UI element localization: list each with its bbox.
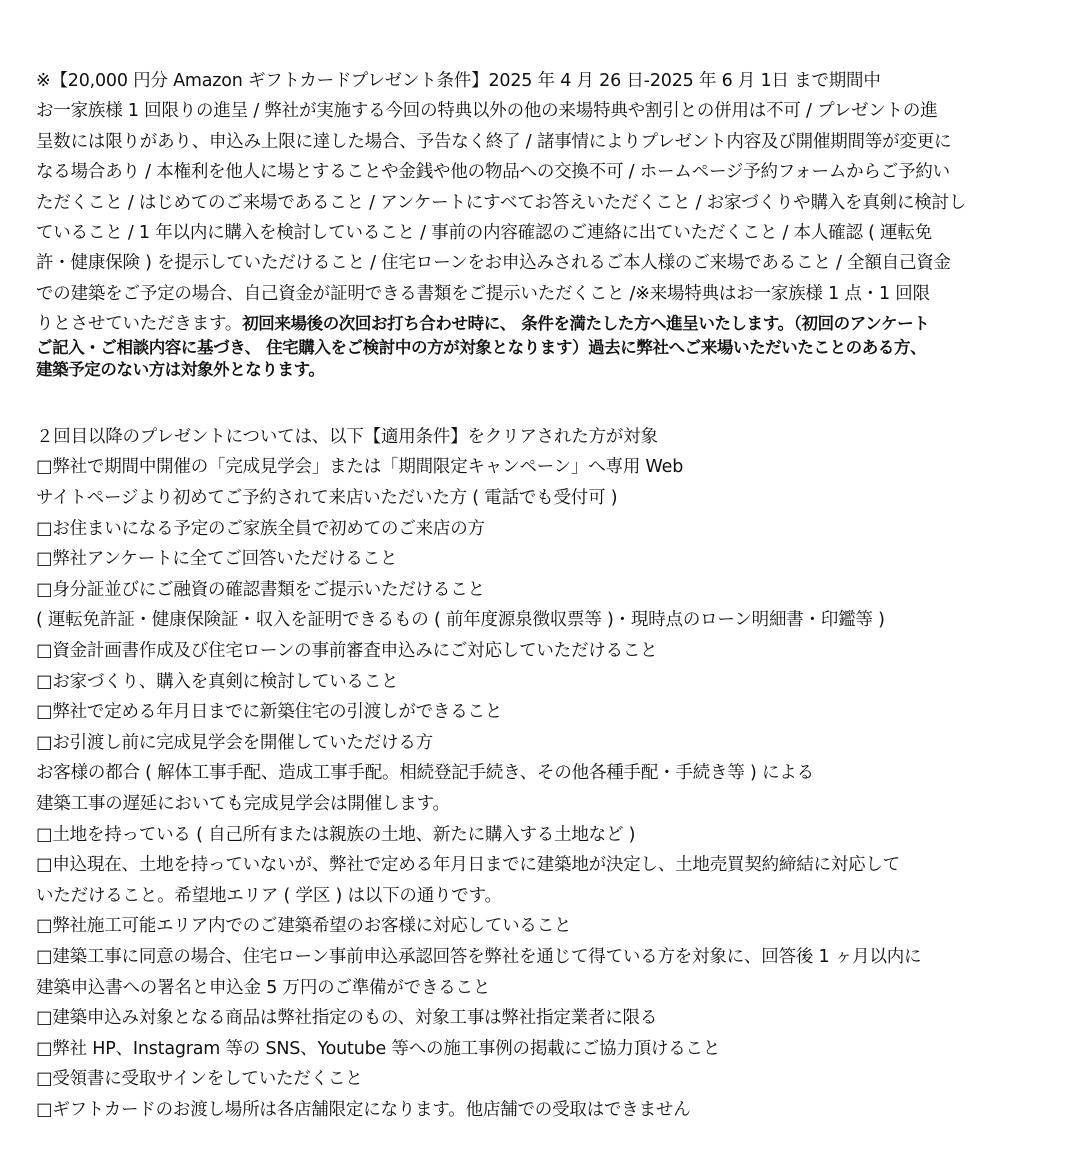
intro-line-mixed [36,309,1044,339]
intro-paragraph [36,66,1044,340]
notice-bold-text [36,337,1044,382]
condition-item: □ギフトカードのお渡し場所は各店舗限定になります。他店舗での受取はできません [36,1099,691,1120]
condition-item: □建築申込み対象となる商品は弊社指定のもの、対象工事は弊社指定業者に限る [36,1008,658,1029]
condition-item: □弊社施工可能エリア内でのご建築希望のお客様に対応していること [36,916,572,937]
condition-item: □お引渡し前に完成見学会を開催していただける方 [36,732,433,753]
intro-line: ていること / 1 年以内に購入を検討していること / 事前の内容確認のご連絡に出ていただくこと / 本人確認 ( 運転免 [36,223,933,244]
intro-line: ただくこと / はじめてのご来場であること / アンケートにすべてお答えいただくこと / お家づくりや購入を真剣に検討し [36,192,967,213]
condition-item: □建築工事に同意の場合、住宅ローン事前申込承認回答を弊社を通じて得ている方を対象に、回答後 1 ヶ月以内に [36,946,922,967]
condition-item: 建築申込書への署名と申込金 5 万円のご準備ができること [36,977,491,998]
condition-item: □お住まいになる予定のご家族全員で初めてのご来店の方 [36,518,485,539]
condition-item: □申込現在、土地を持っていないが、弊社で定める年月日までに建築地が決定し、土地売買契約締結に対応して [36,855,901,876]
intro-line: ※【20,000 円分 Amazon ギフトカードプレゼント条件】2025 年 4 月 26 日-2025 年 6 月 1日 まで期間中 [36,71,881,91]
condition-item: □土地を持っている ( 自己所有または親族の土地、新たに購入する土地など ) [36,824,636,845]
condition-item: いただけること。希望地エリア ( 学区 ) は以下の通りです。 [36,885,502,906]
condition-item: □お家づくり、購入を真剣に検討していること [36,671,399,692]
condition-item: サイトページより初めてご予約されて来店いただいた方 ( 電話でも受付可 ) [36,488,618,509]
condition-item: お客様の都合 ( 解体工事手配、造成工事手配。相続登記手続き、その他各種手配・手続き等 ) による [36,763,814,784]
conditions-heading: ２回目以降のプレゼントについては、以下【適用条件】をクリアされた方が対象 [36,426,658,447]
condition-item: □弊社で期間中開催の「完成見学会」または「期間限定キャンペーン」へ専用 Web [36,457,684,478]
section-spacer [36,382,1044,422]
intro-line: 呈数には限りがあり、申込み上限に達した場合、予告なく終了 / 諸事情によりプレゼント内容及び開催期間等が変更に [36,131,952,152]
notice-bold-line: ご記入・ご相談内容に基づき、 住宅購入をご検討中の方が対象となります）過去に弊社へご来場いただいたことのある方、 [36,337,927,357]
intro-line: 許・健康保険 ) を提示していただけること / 住宅ローンをお申込みされるご本人様のご来場であること / 全額自己資金 [36,253,951,274]
condition-item: □弊社 HP、Instagram 等の SNS、Youtube 等への施工事例の掲載にご協力頂けること [36,1038,721,1059]
condition-item: □資金計画書作成及び住宅ローンの事前審査申込みにご対応していただけること [36,641,658,661]
intro-line: での建築をご予定の場合、自己資金が証明できる書類をご提示いただくこと /※来場特典はお一家族様 1 点・1 回限 [36,283,930,304]
intro-last-plain: りとさせていただきます。 [36,314,243,335]
notice-bold-line: 建築予定のない方は対象外となります。 [36,360,325,380]
condition-item: □身分証並びにご融資の確認書類をご提示いただけること [36,579,485,600]
condition-item: 建築工事の遅延においても完成見学会は開催します。 [36,793,450,814]
intro-line: お一家族様 1 回限りの進呈 / 弊社が実施する今回の特典以外の他の来場特典や割引との併用は不可 / プレゼントの進 [36,101,938,122]
condition-item: □弊社アンケートに全てご回答いただけること [36,549,398,570]
intro-last-bold: 初回来場後の次回お打ち合わせ時に、 条件を満たした方へ進呈いたします。（初回のアンケート [242,314,930,334]
condition-item: ( 運転免許証・健康保険証・収入を証明できるもの ( 前年度源泉徴収票等 )・現時点のローン明細書・印鑑等 ) [36,610,885,631]
condition-item: □弊社で定める年月日までに新築住宅の引渡しができること [36,702,503,723]
intro-line: なる場合あり / 本権利を他人に場とすることや金銭や他の物品への交換不可 / ホームページ予約フォームからご予約い [36,162,950,183]
condition-item: □受領書に受取サインをしていただくこと [36,1069,363,1090]
conditions-list [36,422,1044,1126]
